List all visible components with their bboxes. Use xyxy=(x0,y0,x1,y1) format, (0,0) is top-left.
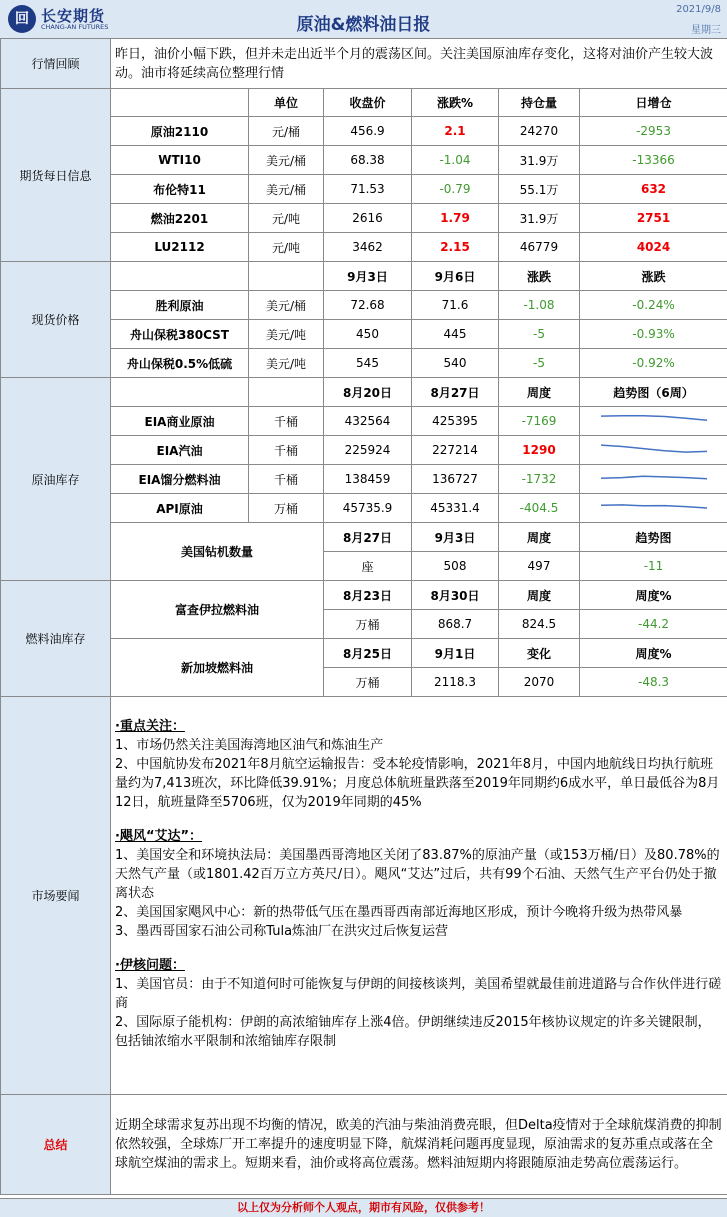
change-pct-cell: -0.24% xyxy=(580,291,727,320)
oi-change-cell: 632 xyxy=(580,175,727,204)
news-heading: ·重点关注： xyxy=(115,717,723,736)
crude-header-cell: 8月27日 xyxy=(412,378,499,407)
unit-cell: 万桶 xyxy=(249,494,324,523)
news-item: 2、中国航协发布2021年8月航空运输报告：受本轮疫情影响，2021年8月，中国内地航线日均执行航班量约为7,413班次，环比降低39.91%；月度总体航班量跌落至2019年同期约6成水平，单日最低谷为8月12日，航班量降至5706班，仅为2019年同期的45% xyxy=(115,755,723,812)
trend-cell xyxy=(580,436,727,465)
price-cell: 450 xyxy=(324,320,412,349)
report-header xyxy=(0,0,727,39)
trend-line xyxy=(601,416,707,421)
value-cell: 868.7 xyxy=(412,610,499,639)
contract-name: 布伦特11 xyxy=(111,175,249,204)
news-item: 1、美国官员：由于不知道何时可能恢复与伊朗的间接核谈判，美国希望就最佳前进道路与合作伙伴进行磋商 xyxy=(115,975,723,1013)
spot-header-cell: 涨跌 xyxy=(499,262,580,291)
open-interest-cell: 31.9万 xyxy=(499,204,580,233)
spot-header-blank xyxy=(249,262,324,291)
close-cell: 71.53 xyxy=(324,175,412,204)
weekly-change-cell: -7169 xyxy=(499,407,580,436)
spot-label: 现货价格 xyxy=(1,262,111,378)
news-item: 1、市场仍然关注美国海湾地区油气和炼油生产 xyxy=(115,736,723,755)
unit-cell: 美元/桶 xyxy=(249,146,324,175)
open-interest-cell: 24270 xyxy=(499,117,580,146)
fuel-header-cell: 周度% xyxy=(580,639,727,668)
news-label: 市场要闻 xyxy=(1,697,111,1095)
crude-header-blank xyxy=(111,378,249,407)
news-heading: ·飓风“艾达”： xyxy=(115,827,723,846)
price-cell: 545 xyxy=(324,349,412,378)
value-cell: 45331.4 xyxy=(412,494,499,523)
unit-cell: 美元/吨 xyxy=(249,349,324,378)
unit-cell: 美元/吨 xyxy=(249,320,324,349)
weekly-change-cell: -11 xyxy=(580,552,727,581)
fuel-inventory-label: 燃料油库存 xyxy=(1,581,111,697)
inventory-name: EIA汽油 xyxy=(111,436,249,465)
change-cell: -5 xyxy=(499,349,580,378)
price-cell: 72.68 xyxy=(324,291,412,320)
contract-name: 原油2110 xyxy=(111,117,249,146)
report-table xyxy=(0,38,727,1195)
value-cell: 824.5 xyxy=(499,610,580,639)
oi-change-cell: 2751 xyxy=(580,204,727,233)
price-cell: 445 xyxy=(412,320,499,349)
summary-label: 总结 xyxy=(1,1095,111,1195)
value-cell: 2118.3 xyxy=(412,668,499,697)
news-item: 1、美国安全和环境执法局：美国墨西哥湾地区关闭了83.87%的原油产量（或153万桶/日）及80.78%的天然气产量（或1801.42百万立方英尺/日）。飓风“艾达”过后，共有99个石油、天然气生产平台仍处于撤离状态 xyxy=(115,846,723,903)
change-cell: 2.1 xyxy=(412,117,499,146)
crude-header-cell: 8月20日 xyxy=(324,378,412,407)
change-cell: -5 xyxy=(499,320,580,349)
value-cell: 2070 xyxy=(499,668,580,697)
spot-header-row xyxy=(1,262,727,291)
trend-line xyxy=(601,505,707,508)
weekly-change-cell: -404.5 xyxy=(499,494,580,523)
change-cell: 2.15 xyxy=(412,233,499,262)
rig-header-cell: 8月27日 xyxy=(324,523,412,552)
spot-name: 舟山保税0.5%低硫 xyxy=(111,349,249,378)
disclaimer: 以上仅为分析师个人观点，期市有风险，仅供参考！ xyxy=(0,1198,727,1217)
unit-cell: 千桶 xyxy=(249,407,324,436)
news-item: 3、墨西哥国家石油公司称Tula炼油厂在洪灾过后恢复运营 xyxy=(115,922,723,941)
value-cell: 432564 xyxy=(324,407,412,436)
open-interest-cell: 55.1万 xyxy=(499,175,580,204)
inventory-name: API原油 xyxy=(111,494,249,523)
summary-row xyxy=(1,1095,727,1195)
futures-header-blank xyxy=(111,89,249,117)
open-interest-cell: 31.9万 xyxy=(499,146,580,175)
trend-cell xyxy=(580,465,727,494)
futures-label: 期货每日信息 xyxy=(1,89,111,262)
fuel-header-cell: 周度% xyxy=(580,581,727,610)
crude-header-cell: 趋势图（6周） xyxy=(580,378,727,407)
review-text: 昨日，油价小幅下跌，但并未走出近半个月的震荡区间。关注美国原油库存变化，这将对油价产生较大波动。油市将延续高位整理行情 xyxy=(111,39,727,89)
unit-cell: 元/吨 xyxy=(249,233,324,262)
value-cell: 497 xyxy=(499,552,580,581)
logo-name-cn: 长安期货 xyxy=(41,5,105,26)
news-item: 2、国际原子能机构：伊朗的高浓缩铀库存上涨4倍。伊朗继续违反2015年核协议规定的许多关键限制，包括铀浓缩水平限制和浓缩铀库存限制 xyxy=(115,1013,723,1051)
fujairah-name: 富查伊拉燃料油 xyxy=(111,581,324,639)
price-cell: 71.6 xyxy=(412,291,499,320)
close-cell: 68.38 xyxy=(324,146,412,175)
fuel-header-cell: 周度 xyxy=(499,581,580,610)
futures-header-cell: 涨跌% xyxy=(412,89,499,117)
unit-cell: 美元/桶 xyxy=(249,175,324,204)
fuel-header-cell: 8月25日 xyxy=(324,639,412,668)
change-pct-cell: -0.92% xyxy=(580,349,727,378)
futures-header-cell: 收盘价 xyxy=(324,89,412,117)
value-cell: 225924 xyxy=(324,436,412,465)
trend-line xyxy=(601,445,707,452)
news-item: 2、美国国家飓风中心：新的热带低气压在墨西哥西南部近海地区形成，预计今晚将升级为热带风暴 xyxy=(115,903,723,922)
spot-header-blank xyxy=(111,262,249,291)
news-row xyxy=(1,697,727,1095)
crude-inventory-label: 原油库存 xyxy=(1,378,111,581)
unit-cell: 元/桶 xyxy=(249,117,324,146)
sparkline xyxy=(599,470,709,488)
rig-header-cell: 9月3日 xyxy=(412,523,499,552)
spot-header-cell: 9月6日 xyxy=(412,262,499,291)
value-cell: 138459 xyxy=(324,465,412,494)
review-label: 行情回顾 xyxy=(1,39,111,89)
open-interest-cell: 46779 xyxy=(499,233,580,262)
unit-cell: 美元/桶 xyxy=(249,291,324,320)
fuel-header-cell: 9月1日 xyxy=(412,639,499,668)
value-cell: 136727 xyxy=(412,465,499,494)
change-cell: -1.04 xyxy=(412,146,499,175)
spot-header-cell: 9月3日 xyxy=(324,262,412,291)
rig-header-cell: 趋势图 xyxy=(580,523,727,552)
weekly-change-cell: -1732 xyxy=(499,465,580,494)
unit-cell: 千桶 xyxy=(249,436,324,465)
value-cell: 45735.9 xyxy=(324,494,412,523)
crude-header-blank xyxy=(249,378,324,407)
unit-cell: 座 xyxy=(324,552,412,581)
price-cell: 540 xyxy=(412,349,499,378)
change-cell: -1.08 xyxy=(499,291,580,320)
sparkline xyxy=(599,499,709,517)
spot-name: 胜利原油 xyxy=(111,291,249,320)
fuel-header-cell: 8月30日 xyxy=(412,581,499,610)
report-weekday: 星期三 xyxy=(691,21,721,36)
close-cell: 456.9 xyxy=(324,117,412,146)
unit-cell: 万桶 xyxy=(324,668,412,697)
trend-cell xyxy=(580,494,727,523)
fuel-header-row xyxy=(1,581,727,610)
crude-header-cell: 周度 xyxy=(499,378,580,407)
fuel-header-cell: 8月23日 xyxy=(324,581,412,610)
change-cell: -0.79 xyxy=(412,175,499,204)
report-date: 2021/9/8 xyxy=(676,4,721,15)
unit-cell: 千桶 xyxy=(249,465,324,494)
news-content xyxy=(111,697,727,1095)
sparkline xyxy=(599,441,709,459)
weekly-change-cell: -44.2 xyxy=(580,610,727,639)
value-cell: 227214 xyxy=(412,436,499,465)
summary-text: 近期全球需求复苏出现不均衡的情况，欧美的汽油与柴油消费亮眼，但Delta疫情对于全球航煤消费的抑制依然较强，全球炼厂开工率提升的速度明显下降，航煤消耗问题再度显现，原油需求的复苏重点或落在全球航空煤油的需求上。短期来看，油价或将高位震荡。燃料油短期内将跟随原油走势高位震荡运行。 xyxy=(111,1095,727,1195)
contract-name: WTI10 xyxy=(111,146,249,175)
value-cell: 425395 xyxy=(412,407,499,436)
news-heading: ·伊核问题： xyxy=(115,956,723,975)
singapore-name: 新加坡燃料油 xyxy=(111,639,324,697)
futures-header-cell: 单位 xyxy=(249,89,324,117)
oi-change-cell: 4024 xyxy=(580,233,727,262)
contract-name: LU2112 xyxy=(111,233,249,262)
close-cell: 2616 xyxy=(324,204,412,233)
trend-line xyxy=(601,476,707,479)
weekly-change-cell: -48.3 xyxy=(580,668,727,697)
spot-name: 舟山保税380CST xyxy=(111,320,249,349)
inventory-name: EIA馏分燃料油 xyxy=(111,465,249,494)
spot-header-cell: 涨跌 xyxy=(580,262,727,291)
oi-change-cell: -13366 xyxy=(580,146,727,175)
change-cell: 1.79 xyxy=(412,204,499,233)
sparkline xyxy=(599,412,709,430)
contract-name: 燃油2201 xyxy=(111,204,249,233)
futures-header-cell: 持仓量 xyxy=(499,89,580,117)
unit-cell: 万桶 xyxy=(324,610,412,639)
change-pct-cell: -0.93% xyxy=(580,320,727,349)
futures-header-cell: 日增仓 xyxy=(580,89,727,117)
logo-icon: 回 xyxy=(8,5,36,33)
rig-header-cell: 周度 xyxy=(499,523,580,552)
trend-cell xyxy=(580,407,727,436)
inventory-name: EIA商业原油 xyxy=(111,407,249,436)
review-row xyxy=(1,39,727,89)
futures-header-row xyxy=(1,89,727,117)
rig-count-name: 美国钻机数量 xyxy=(111,523,324,581)
report-title: 原油&燃料油日报 xyxy=(0,10,727,35)
unit-cell: 元/吨 xyxy=(249,204,324,233)
oi-change-cell: -2953 xyxy=(580,117,727,146)
fuel-header-cell: 变化 xyxy=(499,639,580,668)
logo-name-en: CHANG-AN FUTURES xyxy=(41,23,108,31)
weekly-change-cell: 1290 xyxy=(499,436,580,465)
crude-header-row xyxy=(1,378,727,407)
close-cell: 3462 xyxy=(324,233,412,262)
value-cell: 508 xyxy=(412,552,499,581)
